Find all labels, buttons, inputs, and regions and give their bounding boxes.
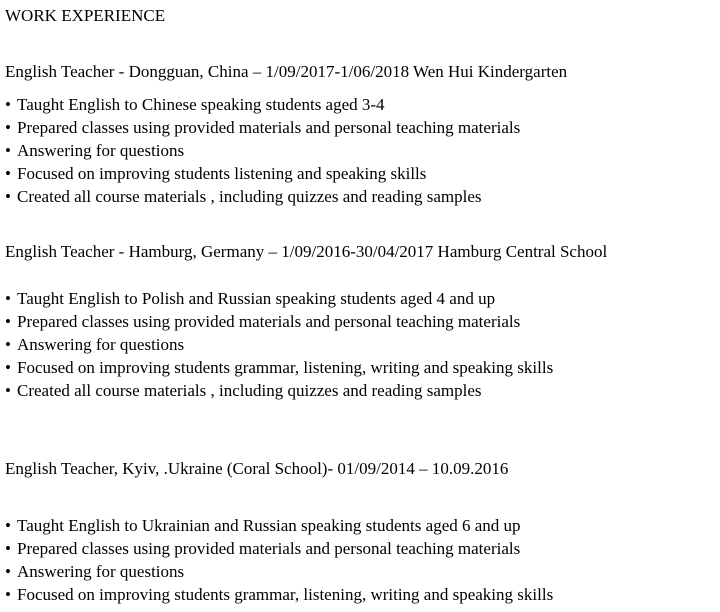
bullet-glyph: • xyxy=(5,381,11,400)
list-item-text: Prepared classes using provided materials and personal teaching materials xyxy=(17,312,521,331)
list-item xyxy=(5,583,553,606)
bullet-glyph: • xyxy=(5,118,11,137)
bullet-glyph: • xyxy=(5,335,11,354)
bullet-glyph: • xyxy=(5,562,11,581)
list-item xyxy=(5,514,521,537)
list-item xyxy=(5,560,184,583)
list-item xyxy=(5,185,482,208)
section-title: WORK EXPERIENCE xyxy=(5,6,166,25)
list-item-text: Taught English to Chinese speaking students aged 3-4 xyxy=(17,95,385,114)
list-item-text: Created all course materials , including quizzes and reading samples xyxy=(17,187,482,206)
list-item-text: Prepared classes using provided materials and personal teaching materials xyxy=(17,539,521,558)
list-item xyxy=(5,356,553,379)
list-item-text: Answering for questions xyxy=(17,335,185,354)
list-item-text: Focused on improving students grammar, listening, writing and speaking skills xyxy=(17,358,554,377)
list-item xyxy=(5,379,482,402)
list-item xyxy=(5,139,184,162)
list-item xyxy=(5,310,520,333)
list-item xyxy=(5,333,184,356)
list-item xyxy=(5,93,385,116)
list-item-text: Created all course materials , including quizzes and reading samples xyxy=(17,381,482,400)
list-item-text: Focused on improving students grammar, listening, writing and speaking skills xyxy=(17,585,554,604)
bullet-glyph: • xyxy=(5,358,11,377)
list-item xyxy=(5,162,426,185)
list-item-text: Answering for questions xyxy=(17,141,185,160)
job-heading: English Teacher - Hamburg, Germany – 1/09/2016-30/04/2017 Hamburg Central School xyxy=(5,242,608,261)
bullet-glyph: • xyxy=(5,164,11,183)
bullet-glyph: • xyxy=(5,585,11,604)
job-heading: English Teacher, Kyiv, .Ukraine (Coral School)- 01/09/2014 – 10.09.2016 xyxy=(5,459,509,478)
bullet-glyph: • xyxy=(5,312,11,331)
list-item-text: Taught English to Polish and Russian speaking students aged 4 and up xyxy=(17,289,496,308)
list-item xyxy=(5,537,520,560)
bullet-glyph: • xyxy=(5,539,11,558)
list-item-text: Prepared classes using provided materials and personal teaching materials xyxy=(17,118,521,137)
bullet-glyph: • xyxy=(5,141,11,160)
job-heading: English Teacher - Dongguan, China – 1/09/2017-1/06/2018 Wen Hui Kindergarten xyxy=(5,62,568,81)
list-item-text: Answering for questions xyxy=(17,562,185,581)
list-item-text: Focused on improving students listening and speaking skills xyxy=(17,164,427,183)
list-item xyxy=(5,287,495,310)
bullet-glyph: • xyxy=(5,516,11,535)
bullet-glyph: • xyxy=(5,289,11,308)
bullet-glyph: • xyxy=(5,187,11,206)
bullet-glyph: • xyxy=(5,95,11,114)
list-item xyxy=(5,116,520,139)
list-item-text: Taught English to Ukrainian and Russian speaking students aged 6 and up xyxy=(17,516,521,535)
